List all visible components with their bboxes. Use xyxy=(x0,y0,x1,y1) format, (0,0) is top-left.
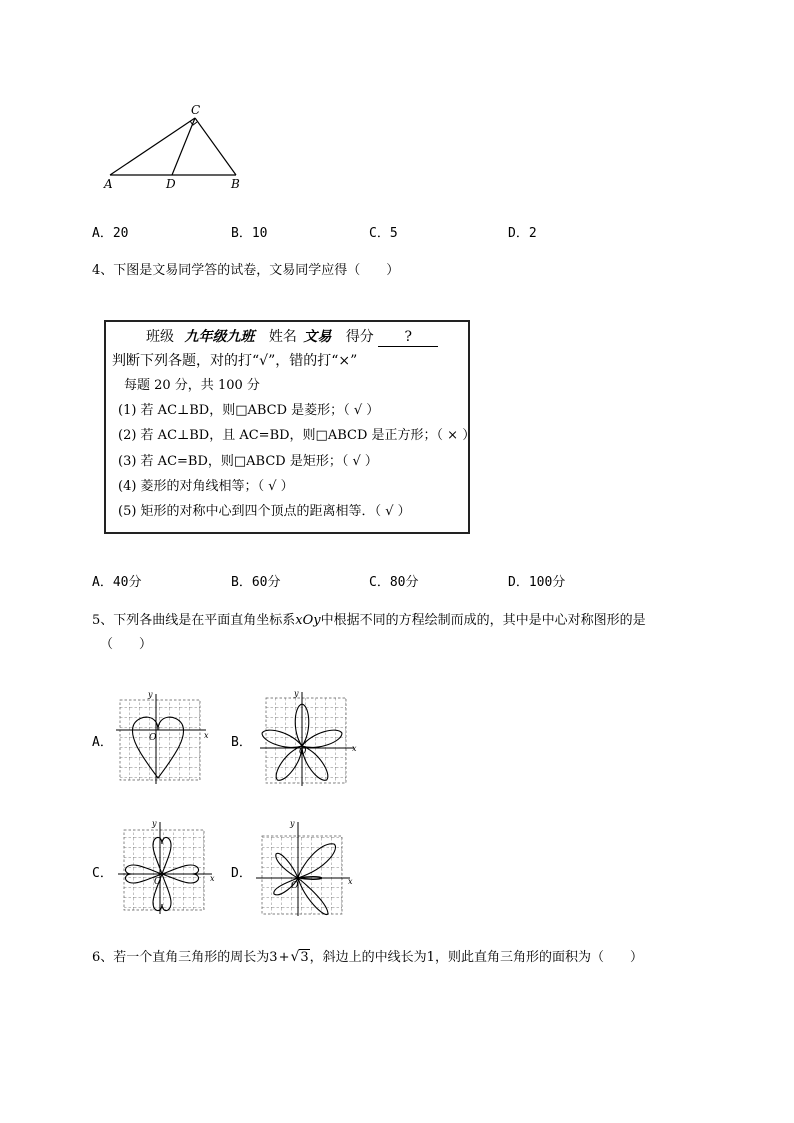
label-a: A xyxy=(104,177,113,191)
q4-option-c[interactable] xyxy=(369,571,418,590)
option-key: A． xyxy=(92,575,113,590)
q5-graph-a[interactable] xyxy=(110,688,210,788)
q6-expr-int: 3 xyxy=(269,950,278,965)
q6-expr-plus: + xyxy=(278,950,290,965)
item-text: (2) 若 AC⊥BD，且 AC=BD，则□ABCD 是正方形； xyxy=(118,428,437,443)
option-text: 80分 xyxy=(389,575,419,590)
q6-stem-after: ，斜边上的中线长为1，则此直角三角形的面积为（ ） xyxy=(309,950,643,965)
option-key: D． xyxy=(231,866,252,881)
q4-option-b[interactable] xyxy=(231,571,280,590)
sheet-item-4 xyxy=(118,478,294,496)
label-c: C xyxy=(191,103,201,117)
q3-option-c[interactable] xyxy=(369,222,398,241)
sqrt-sign: √ xyxy=(290,949,300,965)
q4-stem: 4、下图是文易同学答的试卷，文易同学应得（ ） xyxy=(92,263,400,278)
axis-y-label: y xyxy=(148,690,153,699)
option-key: B． xyxy=(231,226,252,241)
sheet-item-3 xyxy=(118,453,378,471)
triangle-side-ac xyxy=(110,118,195,175)
q3-option-b[interactable] xyxy=(231,222,267,241)
class-value: 九年级九班 xyxy=(184,329,255,345)
q5-stem-before: 5、下列各曲线是在平面直角坐标系 xyxy=(92,613,296,628)
axis-y-label: y xyxy=(152,819,157,828)
option-text: 2 xyxy=(528,226,537,241)
q6-stem-before: 6、若一个直角三角形的周长为 xyxy=(92,950,270,965)
q5-graph-c[interactable] xyxy=(114,818,218,918)
axis-x-label: x xyxy=(348,877,353,886)
option-key: D． xyxy=(508,226,529,241)
q5-graph-d[interactable] xyxy=(252,818,356,918)
item-text: (4) 菱形的对角线相等； xyxy=(118,479,258,494)
item-mark: （ × ） xyxy=(436,428,476,443)
score-label: 得分 xyxy=(345,329,374,345)
origin-label: O xyxy=(154,877,162,887)
class-label: 班级 xyxy=(146,329,174,345)
q6-stem xyxy=(92,948,643,967)
option-key: A． xyxy=(92,226,113,241)
item-mark: （ √ ） xyxy=(374,504,411,519)
option-key: D． xyxy=(508,575,529,590)
axis-y-label: y xyxy=(294,689,299,698)
item-text: (1) 若 AC⊥BD，则□ABCD 是菱形； xyxy=(118,403,344,418)
q6-expr-radicand: 3 xyxy=(300,950,309,965)
q5-stem-after: 中根据不同的方程绘制而成的，其中是中心对称图形的是 xyxy=(320,613,646,628)
name-label: 姓名 xyxy=(268,329,297,345)
q5-stem-var: xOy xyxy=(295,613,321,628)
grid xyxy=(120,700,200,780)
q5-option-d[interactable] xyxy=(231,862,252,881)
option-text: 40分 xyxy=(112,575,142,590)
axis-y-label: y xyxy=(290,819,295,828)
option-text: 100分 xyxy=(528,575,566,590)
axis-x-label: x xyxy=(352,744,357,753)
option-text: 60分 xyxy=(251,575,281,590)
q4-option-d[interactable] xyxy=(508,571,565,590)
triangle-figure xyxy=(100,100,260,195)
option-key: C． xyxy=(92,866,113,881)
label-d: D xyxy=(166,177,176,191)
item-text: (3) 若 AC=BD，则□ABCD 是矩形； xyxy=(118,454,342,469)
option-key: B． xyxy=(231,735,252,750)
sheet-item-5 xyxy=(118,503,411,521)
q4-option-a[interactable] xyxy=(92,571,141,590)
option-key: C． xyxy=(369,226,390,241)
option-key: B． xyxy=(231,575,252,590)
sheet-item-1 xyxy=(118,402,379,420)
item-mark: （ √ ） xyxy=(343,403,380,418)
q5-stem-line2: （ ） xyxy=(100,637,153,652)
q5-option-b[interactable] xyxy=(231,731,252,750)
origin-label: O xyxy=(149,733,157,743)
q3-option-d[interactable] xyxy=(508,222,537,241)
sheet-points: 每题 20 分，共 100 分 xyxy=(124,378,260,393)
grid xyxy=(262,836,342,914)
exam-sheet-image xyxy=(104,320,476,534)
origin-label: O xyxy=(291,881,299,891)
triangle-side-bc xyxy=(195,118,236,175)
q5-graph-b[interactable] xyxy=(256,688,360,788)
sheet-instruction: 判断下列各题，对的打“√”，错的打“×” xyxy=(112,353,358,369)
q5-option-c[interactable] xyxy=(92,862,113,881)
q3-option-a[interactable] xyxy=(92,222,128,241)
option-key: A． xyxy=(92,735,113,750)
label-b: B xyxy=(231,177,240,191)
axis-x-label: x xyxy=(204,731,209,740)
option-text: 5 xyxy=(389,226,398,241)
option-key: C． xyxy=(369,575,390,590)
triangle-segment-cd xyxy=(172,118,195,175)
origin-label: O xyxy=(299,747,307,757)
item-text: (5) 矩形的对称中心到四个顶点的距离相等． xyxy=(118,504,375,519)
axis-x-label: x xyxy=(210,874,215,883)
score-value: ? xyxy=(404,329,413,345)
option-text: 20 xyxy=(112,226,129,241)
sheet-header xyxy=(146,328,438,347)
q5-stem xyxy=(92,612,646,630)
sheet-item-2 xyxy=(118,427,475,445)
name-value: 文易 xyxy=(303,329,332,345)
q6-expr xyxy=(269,950,309,965)
option-text: 10 xyxy=(251,226,268,241)
item-mark: （ √ ） xyxy=(257,479,294,494)
score-blank xyxy=(378,328,438,347)
item-mark: （ √ ） xyxy=(341,454,378,469)
